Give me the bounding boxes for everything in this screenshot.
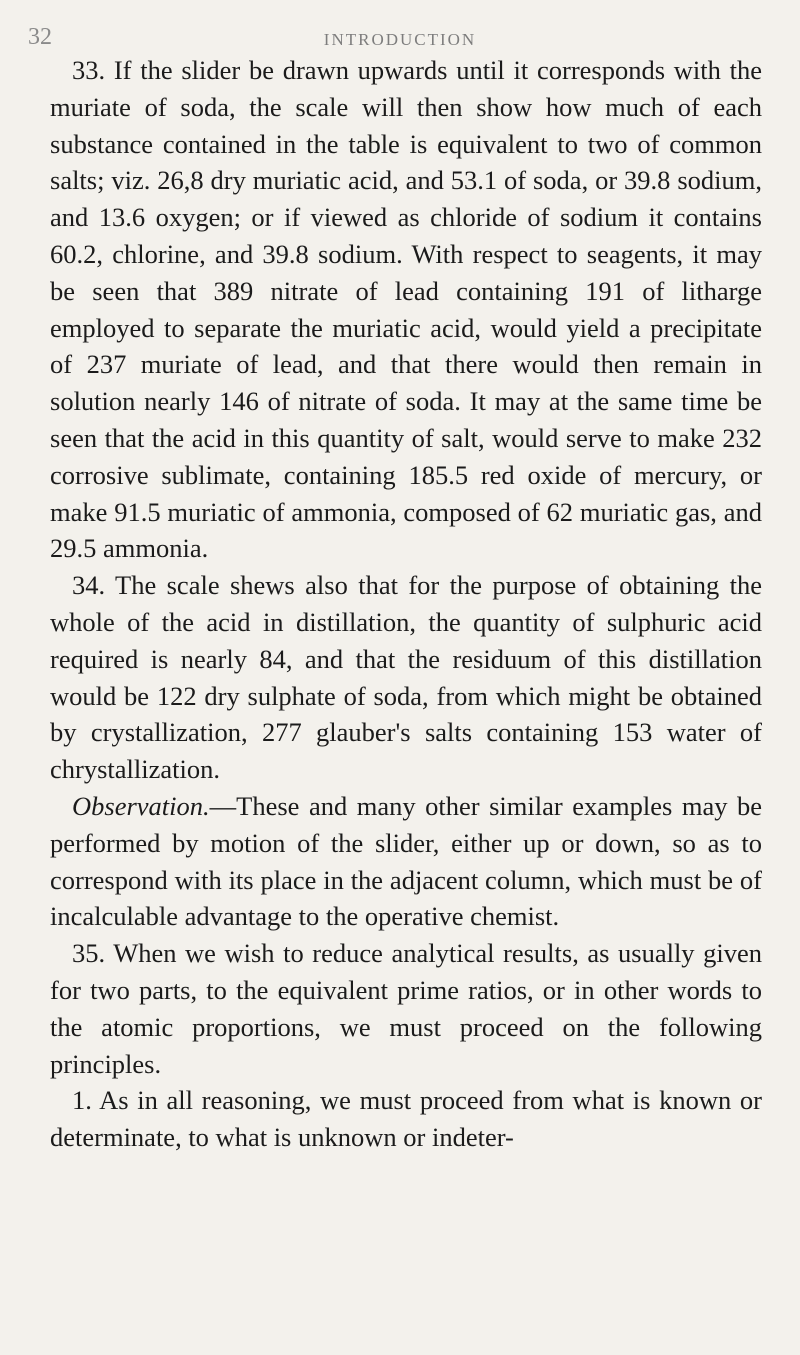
page-header (28, 14, 772, 54)
paragraph-principle-1: 1. As in all reasoning, we must proceed from what is known or determinate, to what is unknown or indeter- (50, 1085, 762, 1153)
paragraph-35: 35. When we wish to reduce analytical results, as usually given for two parts, to the equivalent prime ratios, or in other words to the atomic proportions, we must proceed on the following principles. (50, 938, 762, 1079)
body-text (50, 52, 762, 1156)
paragraph-observation (50, 788, 762, 935)
running-title: INTRODUCTION (323, 30, 477, 49)
paragraph-33: 33. If the slider be drawn upwards until it corresponds with the muriate of soda, the scale will then show how much of each substance contained in the table is equivalent to two of common salts; viz. 26,8 dry muriatic acid, and 53.1 of soda, or 39.8 sodium, and 13.6 oxygen; or if viewed as chloride of sodium it contains 60.2, chlorine, and 39.8 sodium. With respect to seagents, it may be seen that 389 nitrate of lead containing 191 of litharge employed to separate the muriatic acid, would yield a precipitate of 237 muriate of lead, and that there would then remain in solution nearly 146 of nitrate of soda. It may at the same time be seen that the acid in this quantity of salt, would serve to make 232 corrosive sublimate, containing 185.5 red oxide of mercury, or make 91.5 muriatic of ammonia, composed of 62 muriatic gas, and 29.5 ammonia. (50, 55, 762, 564)
page-number: 32 (28, 24, 52, 50)
observation-text: —These and many other similar examples may be performed by motion of the slider, either up or down, so as to correspond with its place in the adjacent column, which must be of incalculable advantage to the operative chemist. (50, 790, 762, 932)
paragraph-34: 34. The scale shews also that for the purpose of obtaining the whole of the acid in distillation, the quantity of sulphuric acid required is nearly 84, and that the residuum of this distillation would be 122 dry sulphate of soda, from which might be obtained by crystallization, 277 glauber's salts containing 153 water of chrystallization. (50, 570, 762, 785)
observation-label: Observation. (72, 790, 210, 821)
